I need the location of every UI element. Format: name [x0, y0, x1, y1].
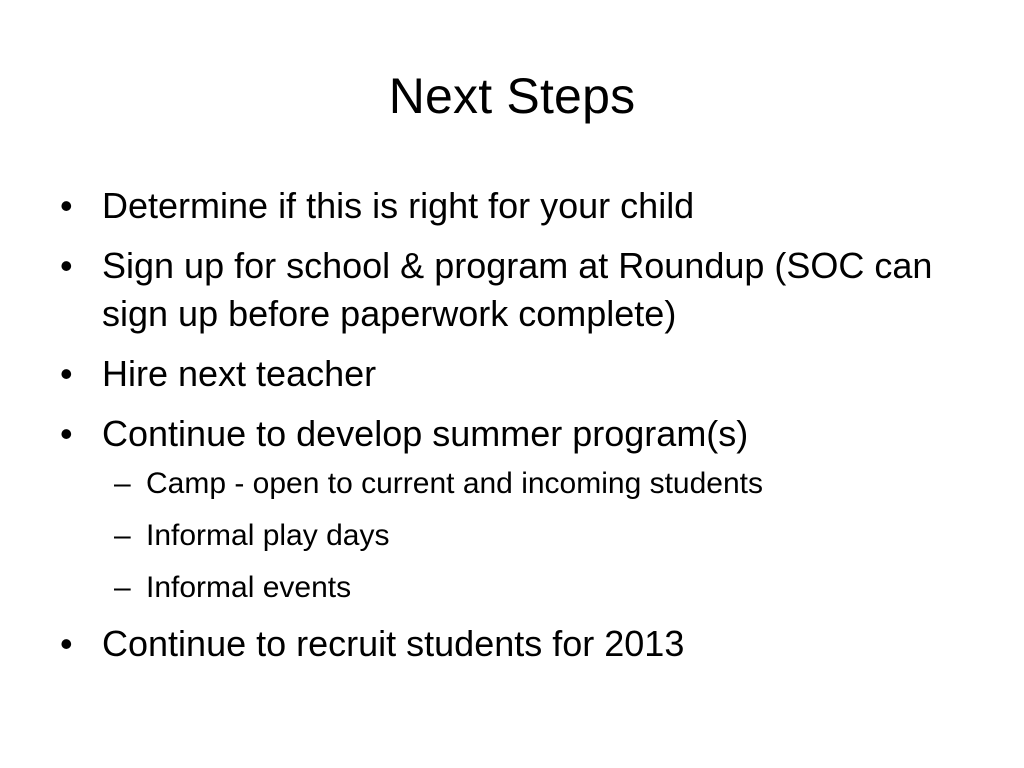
sub-bullet-item — [114, 568, 980, 608]
sub-bullet-list — [114, 464, 980, 608]
sub-bullet-text: Informal play days — [146, 519, 390, 552]
bullet-text: Continue to recruit students for 2013 — [102, 623, 685, 664]
sub-bullet-marker: – — [114, 467, 131, 500]
sub-bullet-item — [114, 516, 980, 556]
bullet-marker: • — [60, 245, 73, 286]
bullet-item — [60, 242, 980, 338]
bullet-text: Sign up for school & program at Roundup (SOC can sign up before paperwork complete) — [102, 245, 933, 334]
bullet-item — [60, 350, 980, 398]
bullet-marker: • — [60, 185, 73, 226]
bullet-item — [60, 182, 980, 230]
bullet-marker: • — [60, 353, 73, 394]
bullet-text: Continue to develop summer program(s) — [102, 413, 749, 454]
slide-title: Next Steps — [388, 68, 636, 124]
sub-bullet-text: Camp - open to current and incoming students — [146, 467, 764, 500]
sub-bullet-text: Informal events — [146, 571, 352, 604]
bullet-text: Hire next teacher — [102, 353, 377, 394]
bullet-text: Determine if this is right for your child — [102, 185, 695, 226]
sub-bullet-marker: – — [114, 571, 131, 604]
bullet-item — [60, 620, 980, 668]
bullet-list — [60, 182, 980, 680]
bullet-marker: • — [60, 413, 73, 454]
sub-bullet-item — [114, 464, 980, 504]
sub-bullet-marker: – — [114, 519, 131, 552]
bullet-item — [60, 410, 980, 608]
bullet-marker: • — [60, 623, 73, 664]
